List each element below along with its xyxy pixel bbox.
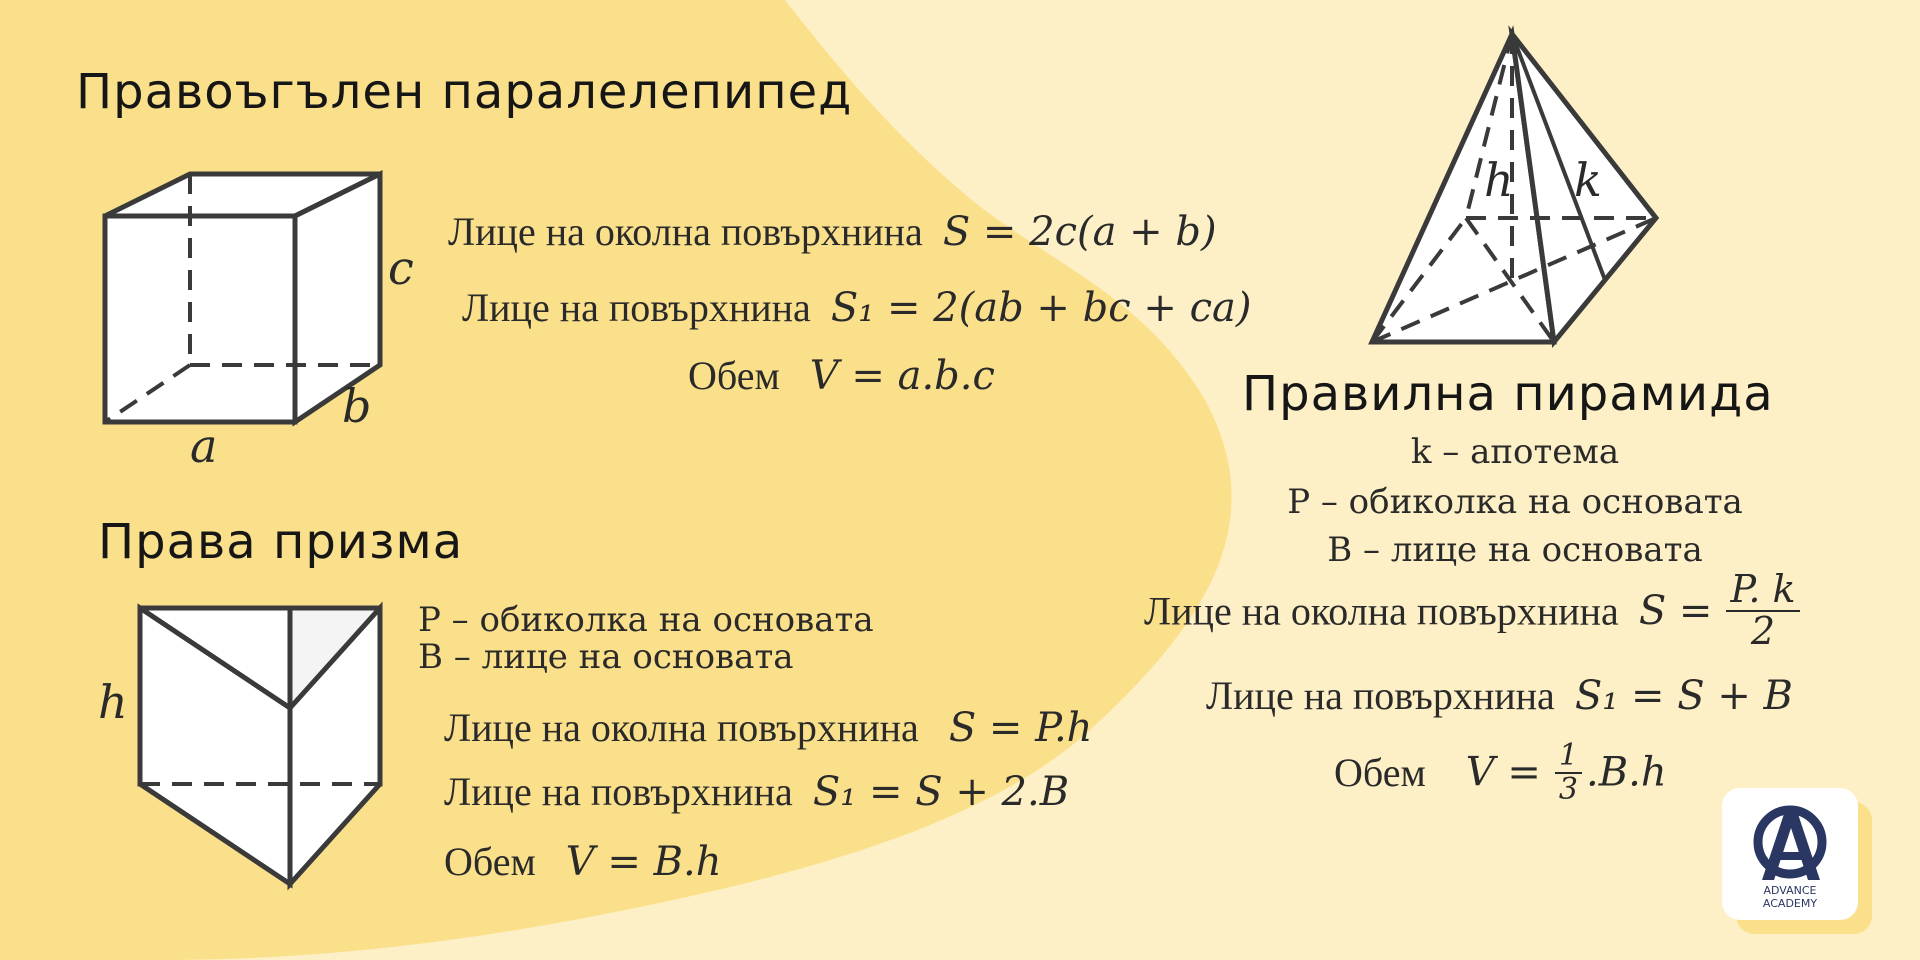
parallelepiped-title: Правоъгълен паралелепипед: [76, 64, 853, 120]
logo-line-1: ADVANCE: [1763, 884, 1817, 897]
parallelepiped-lateral-area: [448, 208, 1217, 255]
parallelepiped-volume: [688, 352, 995, 399]
volume-label: Обем: [688, 353, 780, 398]
label-c: c: [388, 241, 414, 295]
pyramid-surface-area: [1206, 672, 1793, 719]
prism-surface-area: [444, 768, 1069, 815]
lateral-area-label: Лице на околна повърхнина: [444, 705, 919, 750]
logo-line-2: ACADEMY: [1762, 897, 1818, 910]
lateral-area-formula: S = 2c(a + b): [942, 209, 1217, 255]
lateral-area-formula: S = P.h: [948, 705, 1093, 751]
label-h: h: [1484, 153, 1514, 207]
pyramid-note-k: k – апотема: [1410, 432, 1620, 472]
prism-lateral-area: [444, 704, 1092, 751]
pyramid-lateral-area: [1144, 567, 1804, 653]
volume-formula: V = B.h: [565, 839, 722, 885]
volume-rest: .B.h: [1586, 749, 1667, 796]
lateral-area-label: Лице на околна повърхнина: [1144, 588, 1619, 634]
label-h: h: [98, 675, 128, 729]
surface-area-formula: S₁ = S + B: [1574, 673, 1793, 719]
fraction-numerator: P. k: [1726, 570, 1799, 612]
prism-note-p: P – обиколка на основата: [418, 600, 874, 640]
lateral-area-lhs: S =: [1638, 587, 1713, 634]
label-k: k: [1574, 153, 1602, 207]
advance-academy-logo: [1722, 788, 1858, 920]
surface-area-label: Лице на повърхнина: [1206, 673, 1555, 718]
volume-fraction: [1555, 740, 1582, 805]
pyramid-note-p: P – обиколка на основата: [1287, 482, 1743, 522]
lateral-area-label: Лице на околна повърхнина: [448, 209, 923, 254]
pyramid-volume: [1334, 740, 1667, 805]
prism-volume: [444, 838, 721, 885]
volume-formula: V = a.b.c: [809, 353, 995, 399]
surface-area-formula: S₁ = 2(ab + bc + ca): [830, 285, 1252, 331]
volume-lhs: V =: [1465, 749, 1541, 796]
pyramid-note-b: B – лице на основата: [1327, 530, 1703, 570]
pyramid-figure: [1360, 24, 1680, 354]
pyramid-title: Правилна пирамида: [1242, 366, 1774, 422]
lateral-area-fraction: [1726, 567, 1799, 653]
fraction-numerator: 1: [1555, 740, 1582, 774]
prism-figure: [90, 596, 400, 896]
parallelepiped-figure: [90, 160, 440, 480]
logo-text: [1722, 884, 1858, 910]
surface-area-label: Лице на повърхнина: [444, 769, 793, 814]
surface-area-formula: S₁ = S + 2.B: [812, 769, 1070, 815]
volume-label: Обем: [444, 839, 536, 884]
surface-area-label: Лице на повърхнина: [462, 285, 811, 330]
label-a: a: [190, 419, 218, 473]
volume-label: Обем: [1334, 750, 1426, 795]
prism-title: Права призма: [98, 514, 464, 570]
label-b: b: [342, 379, 372, 433]
parallelepiped-surface-area: [462, 284, 1251, 331]
logo-mark-icon: [1748, 800, 1832, 884]
fraction-denominator: 2: [1750, 608, 1776, 653]
prism-note-b: B – лице на основата: [418, 637, 794, 677]
fraction-denominator: 3: [1558, 771, 1578, 807]
